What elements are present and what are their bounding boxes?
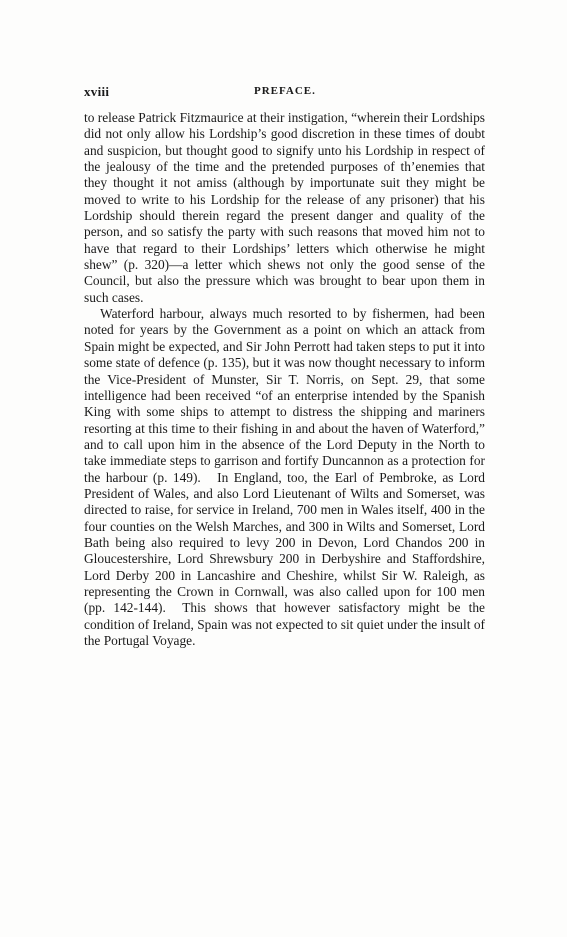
body-text: [84, 110, 485, 649]
page-header: [84, 84, 484, 104]
running-head: PREFACE.: [254, 85, 316, 97]
page-number: xviii: [84, 84, 110, 99]
paragraph-continued: to release Patrick Fitzmaurice at their instigation, “wherein their Lordships did not only allow his Lordship’s good discretion in these times of doubt and suspicion, but thought good to signify unto his Lordship in respect of the jealousy of the time and the pretended purposes of th’enemies that they thought it not amiss (although by importunate suit they might be moved to write to his Lordship for the release of any prisoner) that his Lordship should therein regard the present danger and quality of the person, and so satisfy the party with such reasons that moved him not to have that regard to their Lordships’ letters which otherwise he might shew” (p. 320)—a letter which shews not only the good sense of the Council, but also the pressure which was brought to bear upon them in such cases.: [84, 110, 485, 305]
paragraph-waterford-harbour: Waterford harbour, always much resorted to by fishermen, had been noted for years by the Government as a point on which an attack from Spain might be expected, and Sir John Perrott had taken steps to put it into some state of defence (p. 135), but it was now thought necessary to inform the Vice-President of Munster, Sir T. Norris, on Sept. 29, that some intelligence had been received “of an enterprise intended by the Spanish King with some ships to attempt to distress the shipping and mariners resorting at this time to their fishing in and about the haven of Waterford,” and to call upon him in the absence of the Lord Deputy in the North to take immediate steps to garrison and fortify Duncannon as a protection for the harbour (p. 149). In England, too, the Earl of Pembroke, as Lord President of Wales, and also Lord Lieutenant of Wilts and Somerset, was directed to raise, for service in Ireland, 700 men in Wales itself, 400 in the four counties on the Welsh Marches, and 300 in Wilts and Somerset, Lord Bath being also required to levy 200 in Devon, Lord Chandos 200 in Gloucestershire, Lord Shrewsbury 200 in Derbyshire and Staffordshire, Lord Derby 200 in Lancashire and Cheshire, whilst Sir W. Raleigh, as representing the Crown in Cornwall, was also called upon for 100 men (pp. 142-144). This shows that however satisfactory might be the condition of Ireland, Spain was not expected to sit quiet under the insult of the Portugal Voyage.: [84, 306, 485, 648]
